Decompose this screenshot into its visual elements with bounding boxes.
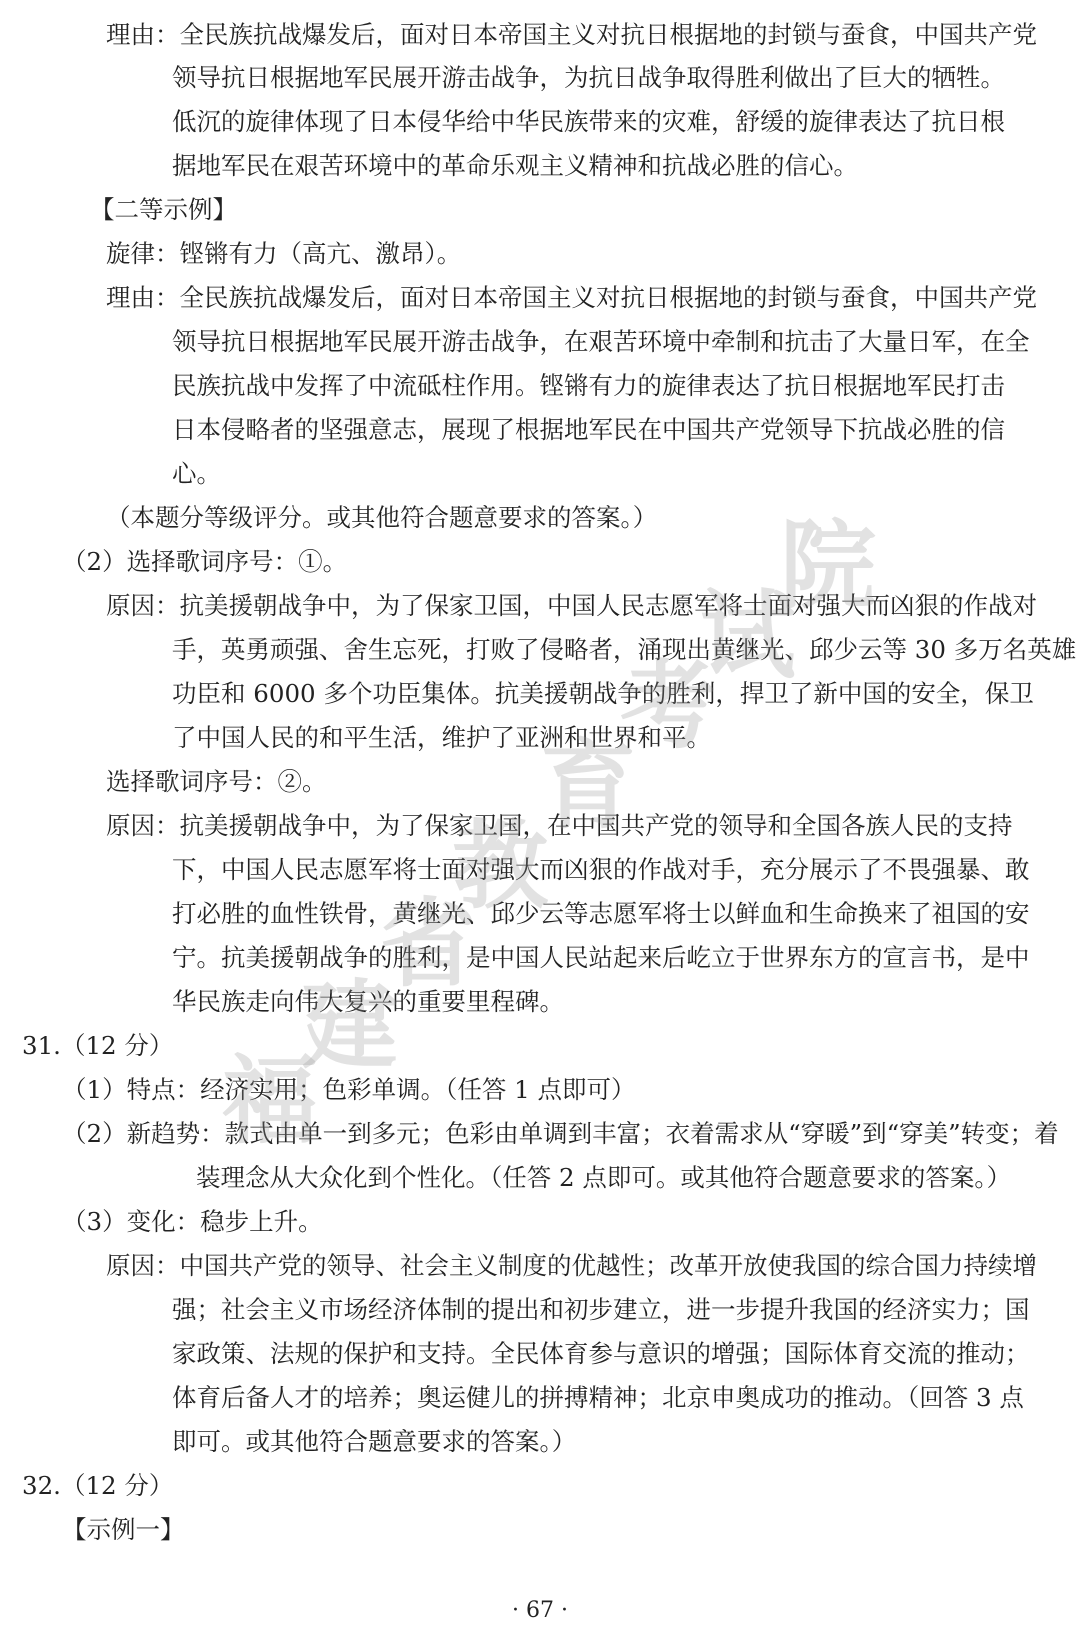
watermark-char: 建 [302, 969, 398, 1082]
text-line: 即可。或其他符合题意要求的答案。） [172, 1427, 577, 1456]
watermark-char: 教 [452, 809, 548, 922]
text-line: 宁。抗美援朝战争的胜利，是中国人民站起来后屹立于世界东方的宣言书，是中 [172, 943, 1030, 972]
watermark-char: 试 [700, 579, 796, 692]
section-label: 【示例一】 [62, 1515, 185, 1544]
text-line: 手，英勇顽强、舍生忘死，打败了侵略者，涌现出黄继光、邱少云等 30 多万名英雄 [172, 635, 1077, 664]
watermark-char: 考 [620, 649, 716, 762]
text-line: 华民族走向伟大复兴的重要里程碑。 [172, 987, 564, 1016]
text-line: 原因：抗美援朝战争中，为了保家卫国，中国人民志愿军将士面对强大而凶狠的作战对 [106, 591, 1037, 620]
text-line: 低沉的旋律体现了日本侵华给中华民族带来的灾难，舒缓的旋律表达了抗日根 [172, 107, 1005, 136]
text-line: （2）选择歌词序号：①。 [62, 547, 348, 576]
text-line: 据地军民在艰苦环境中的革命乐观主义精神和抗战必胜的信心。 [172, 151, 858, 180]
text-line: 原因：抗美援朝战争中，为了保家卫国，在中国共产党的领导和全国各族人民的支持 [106, 811, 1013, 840]
text-line: 领导抗日根据地军民展开游击战争，为抗日战争取得胜利做出了巨大的牺牲。 [172, 63, 1005, 92]
text-line: 了中国人民的和平生活，维护了亚洲和世界和平。 [172, 723, 711, 752]
text-line: （1）特点：经济实用；色彩单调。（任答 1 点即可） [62, 1075, 636, 1104]
watermark-char: 院 [780, 509, 876, 622]
text-line: 家政策、法规的保护和支持。全民体育参与意识的增强；国际体育交流的推动； [172, 1339, 1030, 1368]
page-number: · 67 · [512, 1598, 568, 1623]
watermark-char: 省 [380, 887, 476, 1000]
watermark-char: 育 [540, 729, 636, 842]
text-line: （2）新趋势：款式由单一到多元；色彩由单调到丰富；衣着需求从“穿暖”到“穿美”转变；着 [62, 1119, 1059, 1148]
text-line: 选择歌词序号：②。 [106, 767, 327, 796]
text-line: 领导抗日根据地军民展开游击战争，在艰苦环境中牵制和抗击了大量日军，在全 [172, 327, 1030, 356]
text-line: 功臣和 6000 多个功臣集体。抗美援朝战争的胜利，捍卫了新中国的安全，保卫 [172, 679, 1034, 708]
question-number: 32.（12 分） [22, 1471, 174, 1500]
text-line: 日本侵略者的坚强意志，展现了根据地军民在中国共产党领导下抗战必胜的信 [172, 415, 1005, 444]
question-number: 31.（12 分） [22, 1031, 174, 1060]
text-line: 强；社会主义市场经济体制的提出和初步建立，进一步提升我国的经济实力；国 [172, 1295, 1030, 1324]
text-line: 民族抗战中发挥了中流砥柱作用。铿锵有力的旋律表达了抗日根据地军民打击 [172, 371, 1005, 400]
text-line: 理由：全民族抗战爆发后，面对日本帝国主义对抗日根据地的封锁与蚕食，中国共产党 [106, 20, 1037, 49]
text-line: 装理念从大众化到个性化。（任答 2 点即可。或其他符合题意要求的答案。） [196, 1163, 1012, 1192]
watermark-char: 福 [222, 1044, 318, 1157]
text-line: 体育后备人才的培养；奥运健儿的拼搏精神；北京申奥成功的推动。（回答 3 点 [172, 1383, 1024, 1412]
text-line: 旋律：铿锵有力（高亢、激昂）。 [106, 239, 462, 268]
scoring-note: （本题分等级评分。或其他符合题意要求的答案。） [106, 503, 658, 532]
text-line: 心。 [172, 459, 221, 488]
section-label: 【二等示例】 [90, 195, 237, 224]
text-line: 原因：中国共产党的领导、社会主义制度的优越性；改革开放使我国的综合国力持续增 [106, 1251, 1037, 1280]
text-line: （3）变化：稳步上升。 [62, 1207, 323, 1236]
text-line: 下，中国人民志愿军将士面对强大而凶狠的作战对手，充分展示了不畏强暴、敢 [172, 855, 1030, 884]
text-line: 打必胜的血性铁骨，黄继光、邱少云等志愿军将士以鲜血和生命换来了祖国的安 [172, 899, 1030, 928]
text-line: 理由：全民族抗战爆发后，面对日本帝国主义对抗日根据地的封锁与蚕食，中国共产党 [106, 283, 1037, 312]
